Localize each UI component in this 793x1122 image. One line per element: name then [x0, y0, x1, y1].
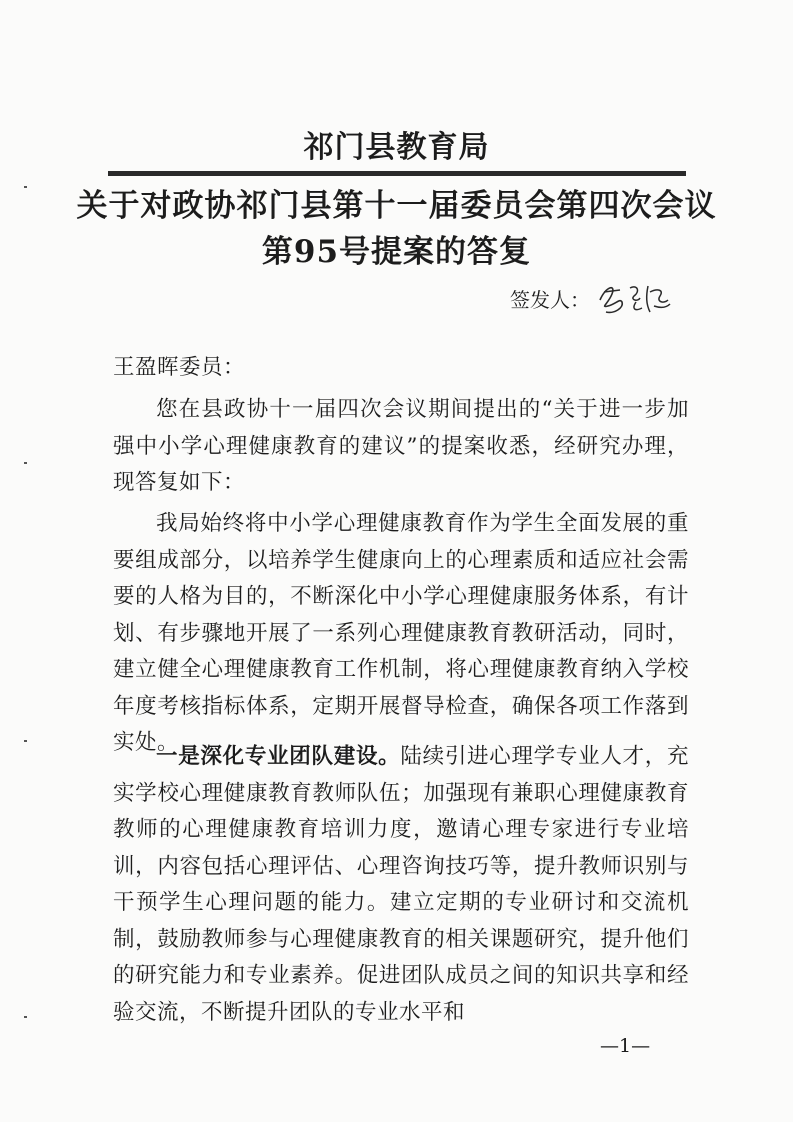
paragraph-team-building — [113, 739, 689, 1031]
paragraph-overview: 我局始终将中小学心理健康教育作为学生全面发展的重要组成部分，以培养学生健康向上的心理素质和适应社会需要的人格为目的，不断深化中小学心理健康服务体系，有计划、有步骤地开展了一系列心理健康教育教研活动，同时，建立健全心理健康教育工作机制，将心理健康教育纳入学校年度考核指标体系，定期开展督导检查，确保各项工作落到实处。 — [113, 511, 689, 755]
salutation: 王盈晖委员： — [113, 355, 246, 380]
issuing-organization: 祁门县教育局 — [303, 130, 490, 165]
paragraph-lead-heading: 一是深化专业团队建设。 — [156, 744, 401, 769]
binding-hole-mark — [24, 740, 27, 742]
signer-block — [510, 278, 674, 318]
paragraph-team-building-text: 陆续引进心理学专业人才，充实学校心理健康教育教师队伍；加强现有兼职心理健康教育教师的心理健康教育培训力度，邀请心理专家进行专业培训，内容包括心理评估、心理咨询技巧等，提升教师识别与干预学生心理问题的能力。建立定期的专业研讨和交流机制，鼓励教师参与心理健康教育的相关课题研究，提升他们的研究能力和专业素养。促进团队成员之间的知识共享和经验交流，不断提升团队的专业水平和 — [113, 744, 689, 1025]
handwritten-signature — [594, 278, 674, 318]
binding-hole-mark — [24, 186, 27, 188]
header-divider-rule — [108, 171, 686, 176]
page-number: —1— — [600, 1035, 651, 1057]
document-title-line-1: 关于对政协祁门县第十一届委员会第四次会议 — [76, 188, 717, 224]
binding-hole-mark — [24, 462, 27, 464]
binding-hole-mark — [24, 1016, 27, 1018]
document-title-line-2: 第95号提案的答复 — [261, 234, 532, 270]
signer-label: 签发人： — [510, 287, 590, 312]
paragraph-intro: 您在县政协十一届四次会议期间提出的“关于进一步加强中小学心理健康教育的建议”的提案收悉，经研究办理，现答复如下： — [113, 397, 689, 495]
